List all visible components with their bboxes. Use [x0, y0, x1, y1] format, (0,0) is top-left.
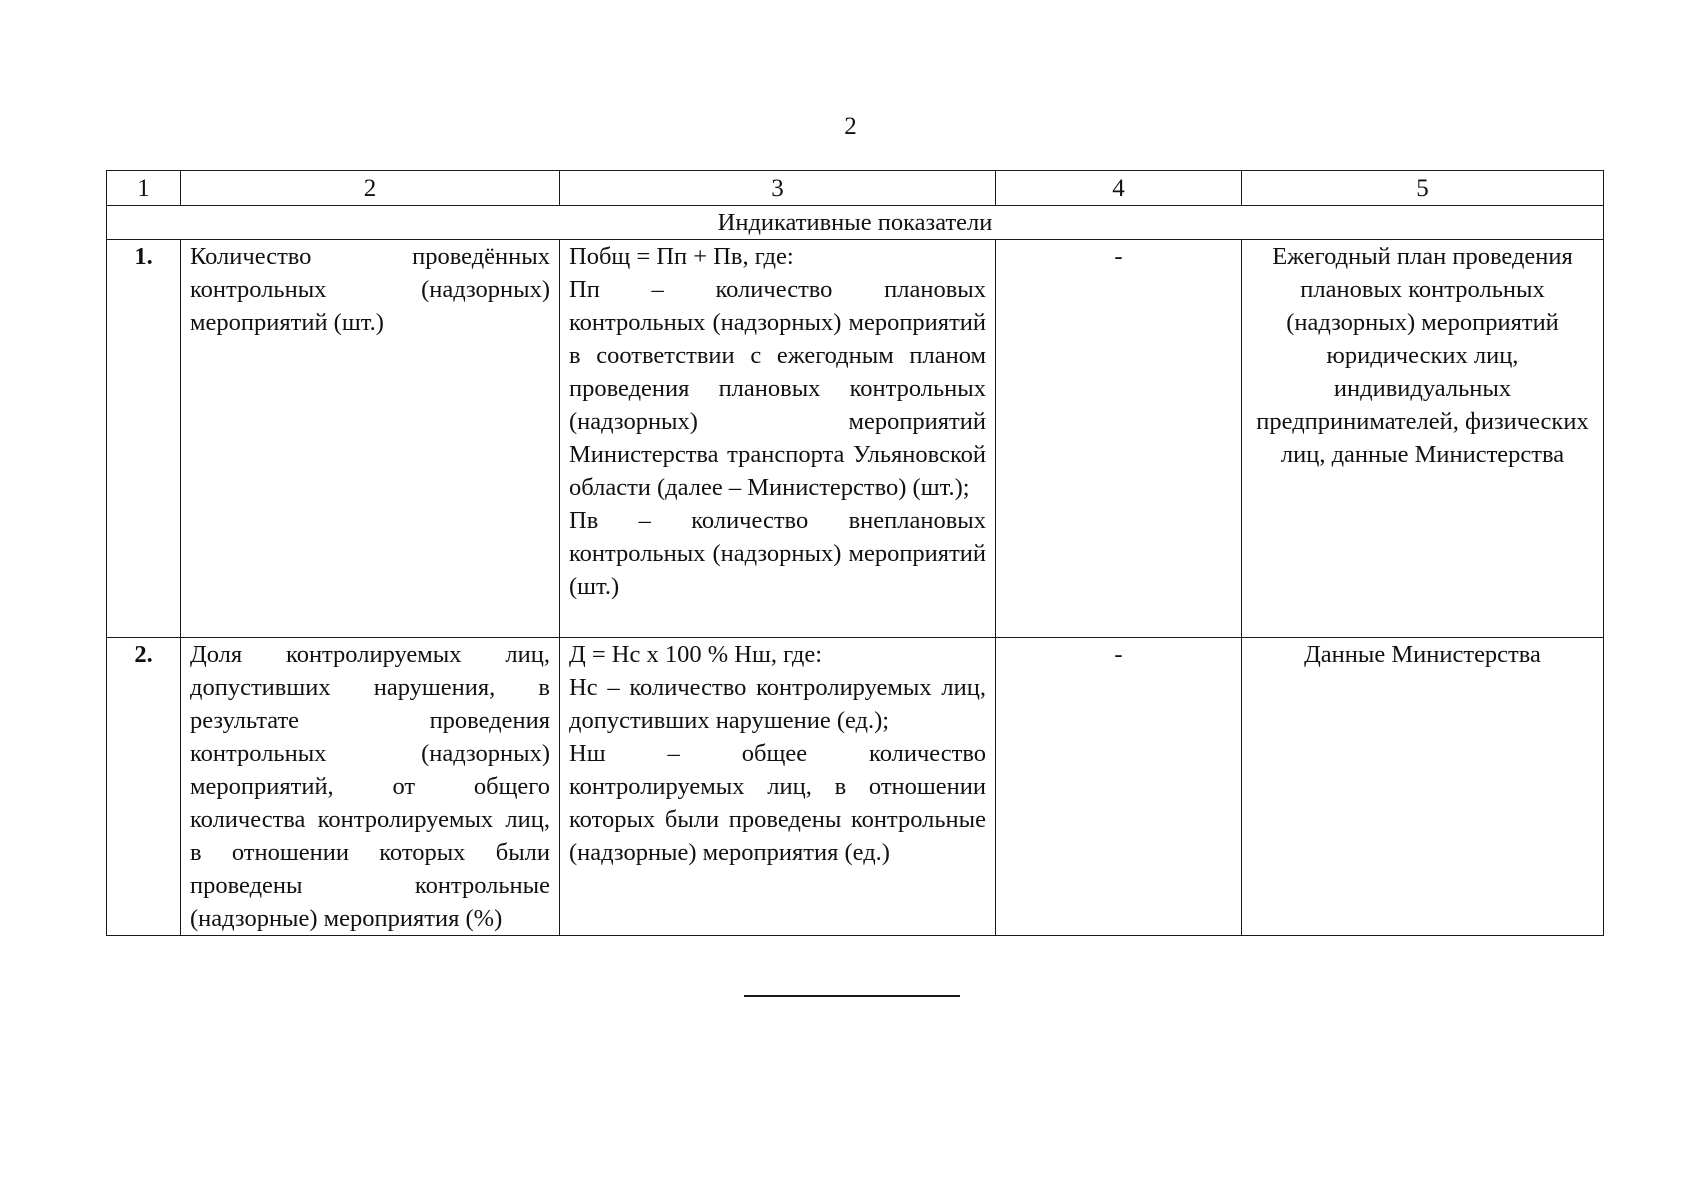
column-4-value: -: [996, 240, 1242, 638]
data-source: Ежегодный план проведения плановых контрольных (надзорных) мероприятий юридических лиц, индивидуальных предпринимателей, физических лиц, данные Министерства: [1242, 240, 1604, 638]
formula-line: Нс – количество контролируемых лиц, допустивших нарушение (ед.);: [569, 674, 986, 734]
footer-divider: [744, 995, 960, 997]
row-number: 2.: [107, 638, 181, 936]
indicator-name: Количество проведённых контрольных (надзорных) мероприятий (шт.): [181, 240, 560, 638]
column-number-1: 1: [107, 171, 181, 206]
column-number-5: 5: [1242, 171, 1604, 206]
table-row: [107, 240, 1604, 638]
formula-line: Д = Нс х 100 % Нш, где:: [569, 641, 823, 668]
data-source: Данные Министерства: [1242, 638, 1604, 936]
section-header-row: [107, 206, 1604, 240]
formula-line: Пп – количество плановых контрольных (надзорных) мероприятий в соответствии с ежегодным планом проведения плановых контрольных (надзорных) мероприятий Министерства транспорта Ульяновской области (далее – Министерство) (шт.);: [569, 276, 986, 501]
table-row: [107, 638, 1604, 936]
indicator-formula: [560, 240, 996, 638]
formula-line: Пв – количество внеплановых контрольных (надзорных) мероприятий (шт.): [569, 507, 986, 600]
formula-line: Нш – общее количество контролируемых лиц, в отношении которых были проведены контрольные (надзорные) мероприятия (ед.): [569, 740, 986, 866]
column-number-3: 3: [560, 171, 996, 206]
indicators-table: [106, 170, 1604, 936]
section-title: Индикативные показатели: [107, 206, 1604, 240]
indicator-formula: [560, 638, 996, 936]
column-number-2: 2: [181, 171, 560, 206]
row-number: 1.: [107, 240, 181, 638]
column-number-4: 4: [996, 171, 1242, 206]
formula-line: Побщ = Пп + Пв, где:: [569, 243, 794, 270]
column-4-value: -: [996, 638, 1242, 936]
column-number-row: [107, 171, 1604, 206]
page-number: 2: [844, 113, 857, 140]
indicator-name: Доля контролируемых лиц, допустивших нарушения, в результате проведения контрольных (надзорных) мероприятий, от общего количества контролируемых лиц, в отношении которых были проведены контрольные (надзорные) мероприятия (%): [181, 638, 560, 936]
